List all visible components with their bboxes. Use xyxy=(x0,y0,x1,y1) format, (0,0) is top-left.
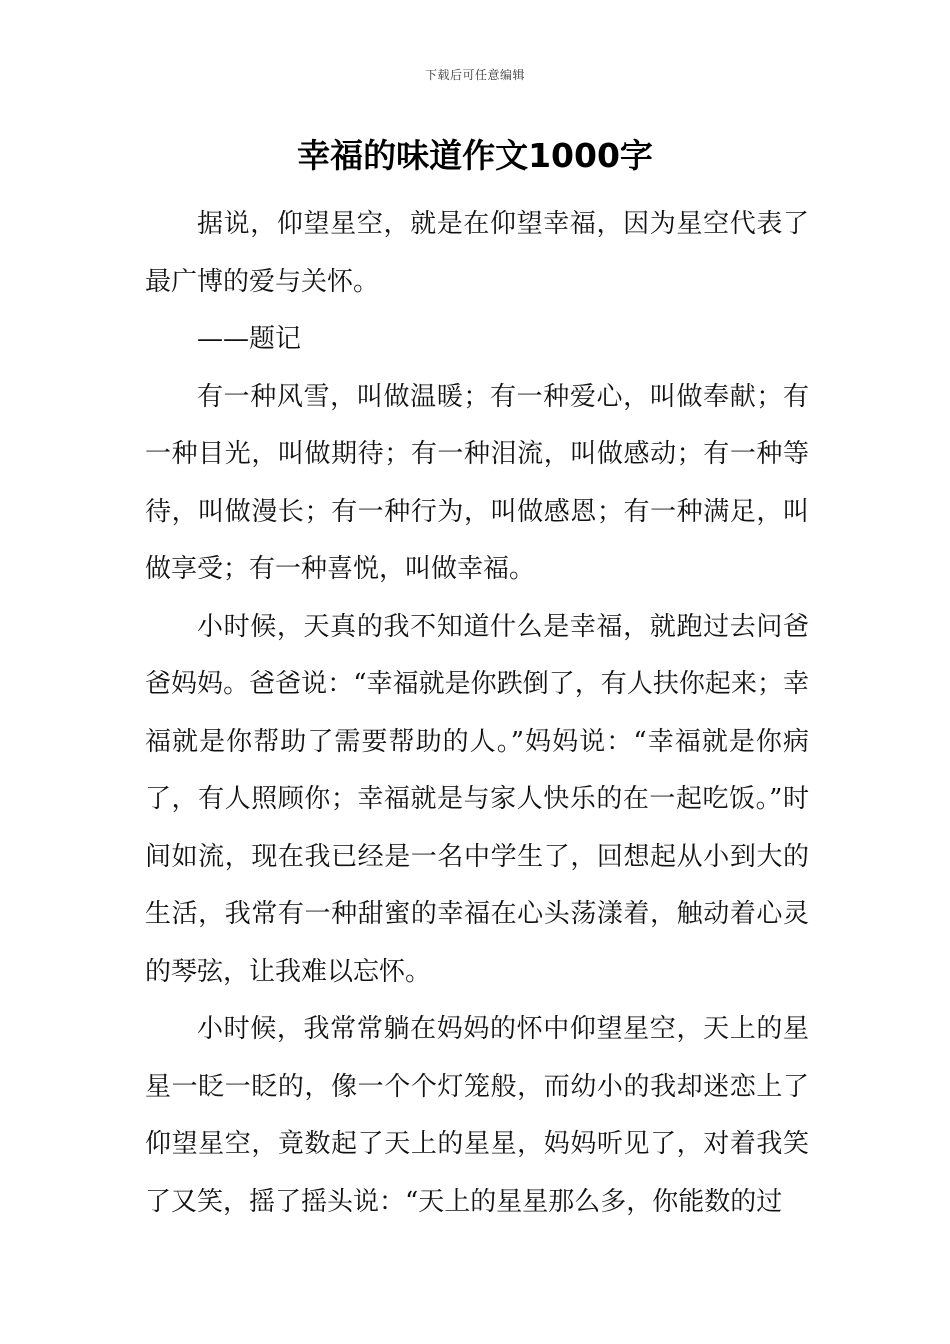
paragraph: 有一种风雪，叫做温暖；有一种爱心，叫做奉献；有一种目光，叫做期待；有一种泪流，叫做感动；有一种等待，叫做漫长；有一种行为，叫做感恩；有一种满足，叫做享受；有一种喜悦，叫做幸福。 xyxy=(145,381,809,584)
header-note: 下载后可任意编辑 xyxy=(424,68,525,82)
paragraph-epigraph-attribution: ——题记 xyxy=(197,324,302,354)
paragraph: 小时候，天真的我不知道什么是幸福，就跑过去问爸爸妈妈。爸爸说：“幸福就是你跌倒了，有人扶你起来；幸福就是你帮助了需要帮助的人。”妈妈说：“幸福就是你病了，有人照顾你；幸福就是与家人快乐的在一起吃饭。”时间如流，现在我已经是一名中学生了，回想起从小到大的生活，我常有一种甜蜜的幸福在心头荡漾着，触动着心灵的琴弦，让我难以忘怀。 xyxy=(145,611,809,987)
document-body xyxy=(145,196,809,1231)
paragraph: 小时候，我常常躺在妈妈的怀中仰望星空，天上的星星一眨一眨的，像一个个灯笼般，而幼小的我却迷恋上了仰望星空，竟数起了天上的星星，妈妈听见了，对着我笑了又笑，摇了摇头说：“天上的星星那么多，你能数的过 xyxy=(145,1014,809,1217)
document-title: 幸福的味道作文1000字 xyxy=(297,136,653,175)
paragraph-epigraph: 据说，仰望星空，就是在仰望幸福，因为星空代表了最广博的爱与关怀。 xyxy=(145,209,809,297)
